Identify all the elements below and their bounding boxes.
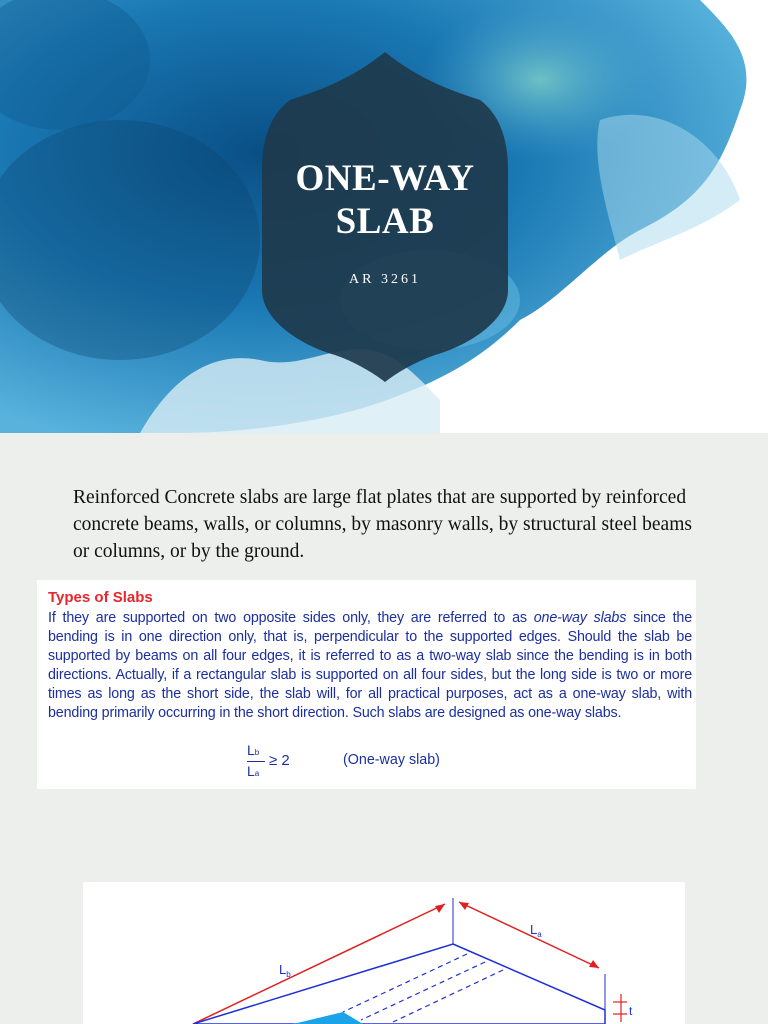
- types-of-slabs-figure: [37, 580, 696, 789]
- ratio-formula: [247, 742, 307, 782]
- strip-line: [343, 954, 467, 1012]
- types-heading: Types of Slabs: [48, 589, 153, 606]
- types-body-emphasis: one-way slabs: [533, 610, 627, 626]
- formula-inequality: ≥ 2: [269, 752, 290, 769]
- slab-top-face: [193, 944, 605, 1024]
- t-label: t: [629, 1004, 633, 1018]
- lb-dimension-line: [193, 904, 445, 1024]
- types-body: [48, 609, 692, 723]
- types-body-part1: If they are supported on two opposite sides only, they are referred to as: [48, 610, 534, 626]
- lb-label: $L_b$: [279, 962, 291, 979]
- intro-paragraph: Reinforced Concrete slabs are large flat plates that are supported by reinforced concrete beams, walls, or columns, by masonry walls, by structural steel beams or columns, or by the ground.: [73, 487, 692, 562]
- fraction-bar: [247, 761, 265, 762]
- title-badge: [262, 50, 508, 382]
- la-label: $L_a$: [530, 922, 542, 939]
- arrowhead: [435, 904, 445, 913]
- formula-note: (One-way slab): [343, 752, 440, 768]
- formula-denominator: La: [247, 763, 260, 779]
- formula-numerator: Lb: [247, 742, 260, 758]
- slab-diagram: [83, 882, 685, 1024]
- strip-fill: [293, 1012, 363, 1024]
- page-title: ONE-WAY SLAB: [295, 158, 475, 242]
- course-code: AR 3261: [349, 272, 421, 287]
- strip-line: [361, 962, 485, 1020]
- types-body-part2: since the bending is in one direction only, that is, perpendicular to the supported edges. Should the slab be supported by beams on all four edges, it is referred to as a two-way slab since the bending is in both directions. Actually, if a rectangular slab is supported on all four sides, but the long side is two or more times as long as the short side, the slab will, for all practical purposes, act as a one-way slab, with bending primarily occurring in the short direction. Such slabs are designed as one-way slabs.: [48, 610, 693, 721]
- strip-line: [393, 970, 503, 1022]
- hero-banner: [0, 0, 768, 433]
- la-dimension-line: [459, 902, 599, 968]
